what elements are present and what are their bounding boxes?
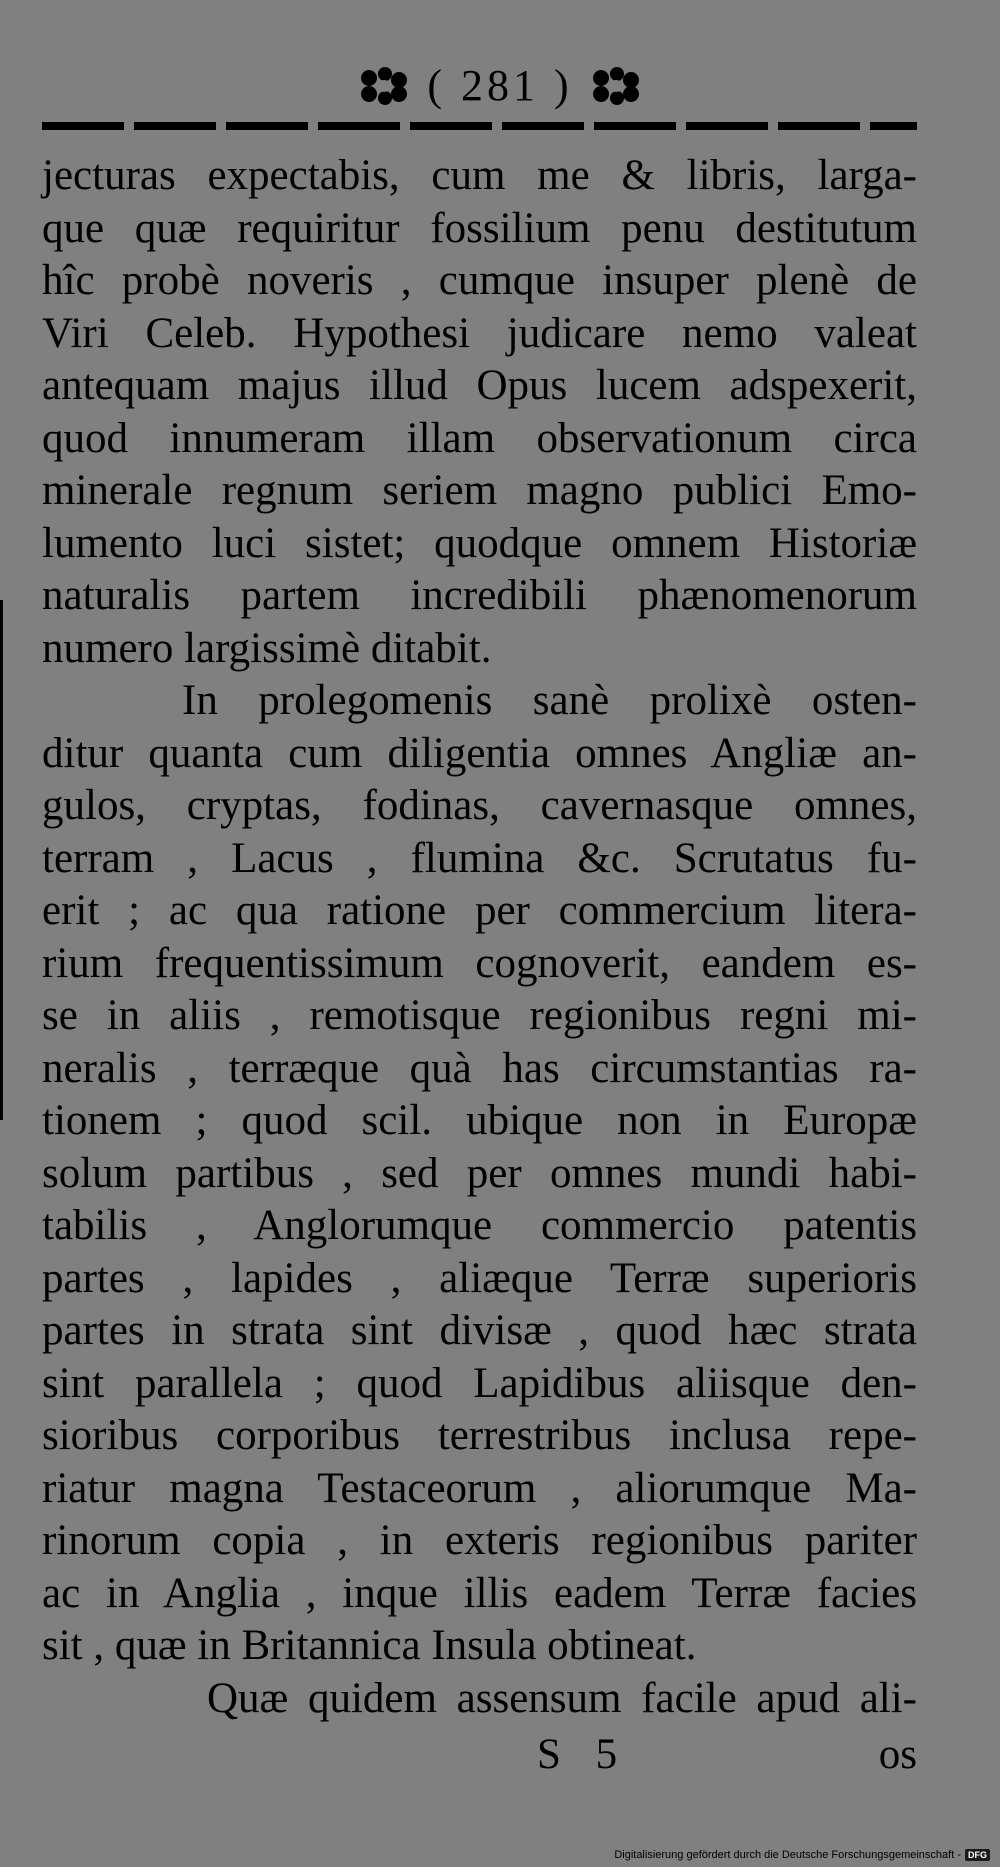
digitization-credit (614, 1849, 990, 1861)
paragraph-start-line: In prolegomenis sanè prolixè osten- (182, 677, 917, 724)
page-header (0, 60, 1000, 111)
text-line: partes in strata sint divisæ , quod hæc strata (42, 1307, 917, 1354)
text-line: sint parallela ; quod Lapidibus aliisque den- (42, 1359, 917, 1407)
text-line: se in aliis , remotisque regionibus regni mi- (42, 992, 917, 1039)
text-line: hîc probè noveris , cumque insuper plenè de (42, 257, 917, 304)
text-line: que quæ requiritur fossilium penu destitutum (42, 204, 917, 252)
text-line: sioribus corporibus terrestribus inclusa repe- (42, 1412, 917, 1459)
text-line: rium frequentissimum cognoverit, eandem es- (42, 939, 917, 987)
text-line: sit , quæ in Britannica Insula obtineat. (42, 1622, 697, 1669)
text-line: Viri Celeb. Hypothesi judicare nemo valeat (42, 309, 917, 357)
text-line: solum partibus , sed per omnes mundi habi- (42, 1149, 917, 1197)
text-line: erit ; ac qua ratione per commercium litera- (42, 887, 917, 934)
catchword: os (878, 1731, 917, 1778)
text-line: neralis , terræque quà has circumstantias ra- (42, 1044, 917, 1092)
text-line: naturalis partem incredibili phænomenorum (42, 572, 917, 619)
text-line: quod innumeram illam observationum circa (42, 414, 917, 462)
text-line: antequam majus illud Opus lucem adspexerit, (42, 362, 917, 409)
text-line: tionem ; quod scil. ubique non in Europæ (42, 1097, 917, 1144)
text-line: numero largissimè ditabit. (42, 624, 492, 672)
text-line: terram , Lacus , flumina &c. Scrutatus fu- (42, 834, 917, 882)
text-line: jecturas expectabis, cum me & libris, larga- (42, 152, 917, 199)
text-line: riatur magna Testaceorum , aliorumque Ma- (42, 1464, 917, 1512)
text-line: tabilis , Anglorumque commercio patentis (42, 1202, 917, 1249)
left-ornament-icon (355, 64, 413, 108)
text-line: rinorum copia , in exteris regionibus pariter (42, 1517, 917, 1564)
page-number: ( 281 ) (427, 61, 573, 110)
binding-edge (0, 600, 3, 1120)
page-body (42, 150, 917, 1725)
text-line: lumento luci sistet; quodque omnem Historiæ (42, 519, 917, 567)
header-rule (42, 122, 917, 130)
dfg-logo: DFG (965, 1849, 990, 1861)
text-line: ac in Anglia , inque illis eadem Terræ facies (42, 1569, 917, 1617)
text-line: minerale regnum seriem magno publici Emo- (42, 467, 917, 514)
right-ornament-icon (587, 64, 645, 108)
signature-mark: S 5 (537, 1731, 630, 1778)
credit-text: Digitalisierung gefördert durch die Deutsche Forschungsgemeinschaft - (614, 1849, 961, 1861)
text-line: gulos, cryptas, fodinas, cavernasque omnes, (42, 782, 917, 829)
text-line: partes , lapides , aliæque Terræ superioris (42, 1254, 917, 1302)
text-line: ditur quanta cum diligentia omnes Angliæ an- (42, 729, 917, 777)
page-footer (42, 1730, 917, 1790)
paragraph-start-line: Quæ quidem assensum facile apud ali- (207, 1674, 917, 1722)
